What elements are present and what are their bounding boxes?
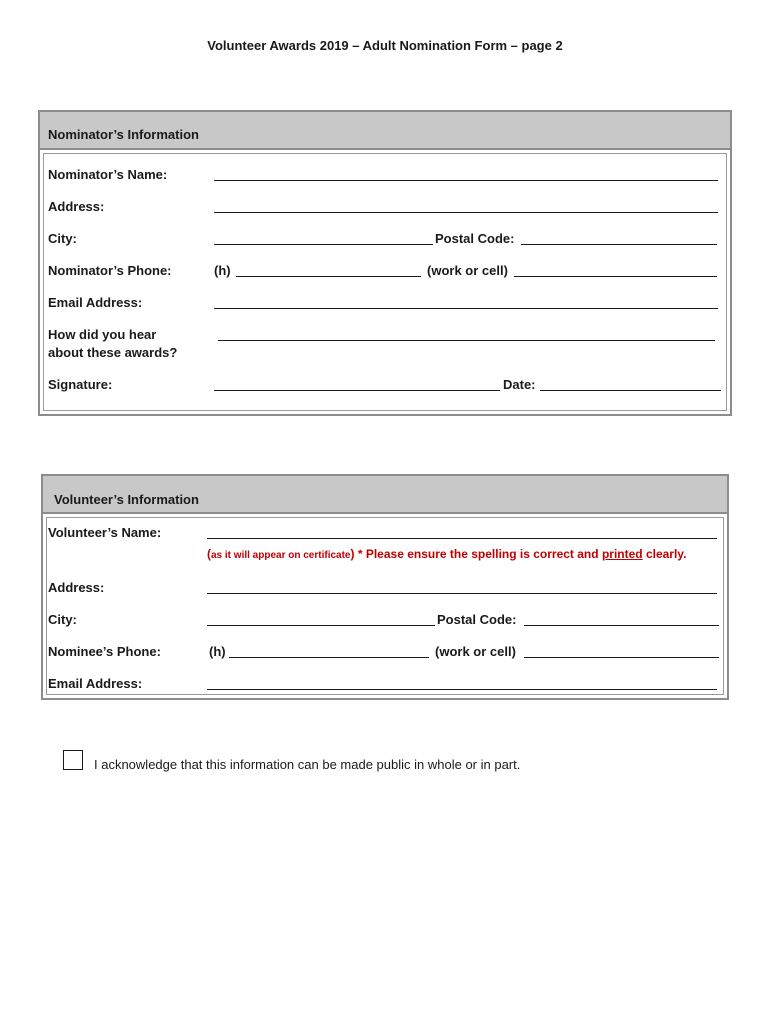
note-paren-open: ( bbox=[207, 547, 211, 561]
volunteer-postal-field[interactable] bbox=[524, 625, 719, 626]
nominator-hear-label-line1: How did you hear bbox=[48, 327, 157, 342]
page-title: Volunteer Awards 2019 – Adult Nomination Form – page 2 bbox=[207, 38, 563, 53]
nominator-email-field[interactable] bbox=[214, 308, 718, 309]
note-end-text: clearly. bbox=[642, 547, 687, 561]
note-paren-close: ) bbox=[350, 547, 355, 561]
nominator-phone-home-label: (h) bbox=[214, 263, 231, 278]
volunteer-email-field[interactable] bbox=[207, 689, 717, 690]
volunteer-city-label: City: bbox=[48, 612, 77, 627]
nominator-section bbox=[38, 110, 732, 416]
nominator-signature-field[interactable] bbox=[214, 390, 500, 391]
nominator-date-field[interactable] bbox=[540, 390, 721, 391]
volunteer-email-label: Email Address: bbox=[48, 676, 143, 691]
volunteer-address-field[interactable] bbox=[207, 593, 717, 594]
volunteer-postal-label: Postal Code: bbox=[437, 612, 517, 627]
nominator-email-label: Email Address: bbox=[48, 295, 143, 310]
volunteer-section-title: Volunteer’s Information bbox=[54, 492, 199, 507]
note-main-text: * Please ensure the spelling is correct and bbox=[354, 547, 602, 561]
volunteer-name-label: Volunteer’s Name: bbox=[48, 525, 162, 540]
nominator-address-field[interactable] bbox=[214, 212, 718, 213]
nominator-section-title: Nominator’s Information bbox=[48, 127, 199, 142]
volunteer-section-header bbox=[43, 476, 727, 514]
volunteer-city-field[interactable] bbox=[207, 625, 435, 626]
volunteer-section-body bbox=[46, 517, 724, 695]
nominator-section-header bbox=[40, 112, 730, 150]
volunteer-section bbox=[41, 474, 729, 700]
volunteer-phone-home-field[interactable] bbox=[229, 657, 429, 658]
volunteer-phone-label: Nominee’s Phone: bbox=[48, 644, 161, 659]
nominator-address-label: Address: bbox=[48, 199, 105, 214]
acknowledge-checkbox[interactable] bbox=[63, 750, 83, 770]
nominator-phone-label: Nominator’s Phone: bbox=[48, 263, 172, 278]
volunteer-address-label: Address: bbox=[48, 580, 105, 595]
acknowledge-text: I acknowledge that this information can be made public in whole or in part. bbox=[94, 757, 521, 772]
nominator-postal-field[interactable] bbox=[521, 244, 717, 245]
nominator-phone-home-field[interactable] bbox=[236, 276, 421, 277]
volunteer-phone-work-field[interactable] bbox=[524, 657, 719, 658]
nominator-city-label: City: bbox=[48, 231, 77, 246]
nominator-name-field[interactable] bbox=[214, 180, 718, 181]
nominator-hear-field[interactable] bbox=[218, 340, 715, 341]
nominator-phone-work-label: (work or cell) bbox=[427, 263, 508, 278]
nominator-city-field[interactable] bbox=[214, 244, 433, 245]
nominator-name-label: Nominator’s Name: bbox=[48, 167, 168, 182]
volunteer-name-note bbox=[207, 547, 686, 561]
nominator-section-body bbox=[43, 153, 727, 411]
nominator-signature-label: Signature: bbox=[48, 377, 113, 392]
nominator-phone-work-field[interactable] bbox=[514, 276, 717, 277]
volunteer-name-field[interactable] bbox=[207, 538, 717, 539]
volunteer-phone-work-label: (work or cell) bbox=[435, 644, 516, 659]
nominator-date-label: Date: bbox=[503, 377, 536, 392]
volunteer-phone-home-label: (h) bbox=[209, 644, 226, 659]
note-printed-text: printed bbox=[601, 547, 643, 561]
nominator-hear-label-line2: about these awards? bbox=[48, 345, 178, 360]
nominator-postal-label: Postal Code: bbox=[435, 231, 515, 246]
note-certificate-text: as it will appear on certificate bbox=[211, 550, 351, 561]
